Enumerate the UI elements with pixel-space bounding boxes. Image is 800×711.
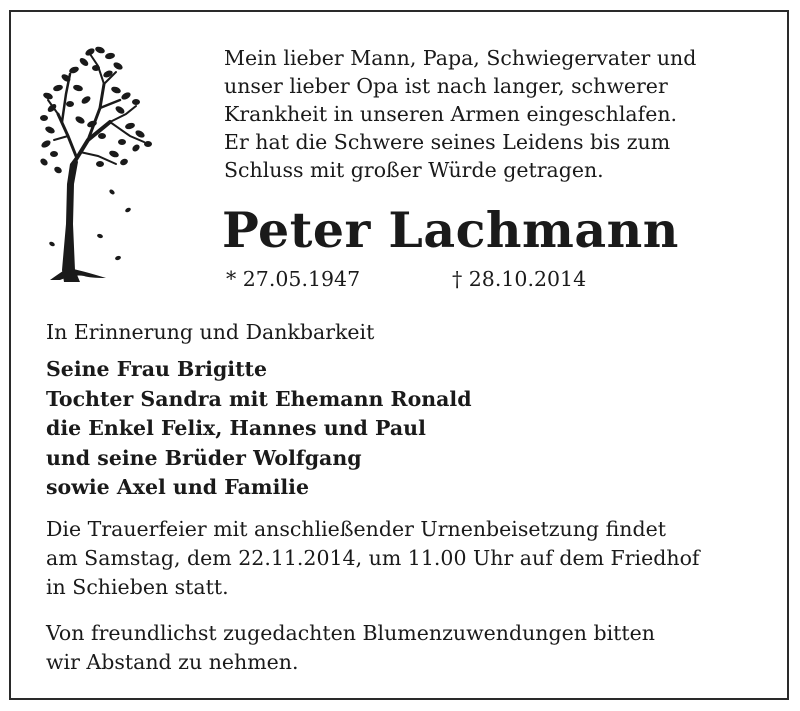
funeral-line: in Schieben statt.: [46, 575, 229, 599]
intro-line: Schluss mit großer Würde getragen.: [224, 158, 604, 182]
funeral-line: am Samstag, dem 22.11.2014, um 11.00 Uhr auf dem Friedhof: [46, 546, 700, 570]
funeral-notice: [46, 515, 700, 602]
family-line: Tochter Sandra mit Ehemann Ronald: [46, 386, 472, 411]
flowers-line: wir Abstand zu nehmen.: [46, 650, 299, 674]
intro-line: Mein lieber Mann, Papa, Schwiegervater und: [224, 46, 697, 70]
death-date: † 28.10.2014: [452, 267, 587, 291]
family-line: und seine Brüder Wolfgang: [46, 445, 362, 470]
deceased-name: Peter Lachmann: [222, 201, 679, 259]
family-line: Seine Frau Brigitte: [46, 357, 268, 381]
birth-date: * 27.05.1947: [226, 267, 361, 291]
memory-line: In Erinnerung und Dankbarkeit: [46, 320, 375, 344]
intro-line: Er hat die Schwere seines Leidens bis zum: [224, 130, 671, 154]
flowers-line: Von freundlichst zugedachten Blumenzuwendungen bitten: [46, 621, 655, 645]
funeral-line: Die Trauerfeier mit anschließender Urnenbeisetzung findet: [46, 517, 666, 541]
intro-text: [224, 44, 764, 184]
family-line: die Enkel Felix, Hannes und Paul: [46, 416, 426, 440]
tree-icon: [40, 44, 152, 282]
flowers-notice: [46, 619, 655, 677]
family-line: sowie Axel und Familie: [46, 475, 310, 499]
intro-line: unser lieber Opa ist nach langer, schwerer: [224, 74, 668, 98]
intro-line: Krankheit in unseren Armen eingeschlafen.: [224, 102, 678, 126]
family-list: [46, 355, 472, 503]
